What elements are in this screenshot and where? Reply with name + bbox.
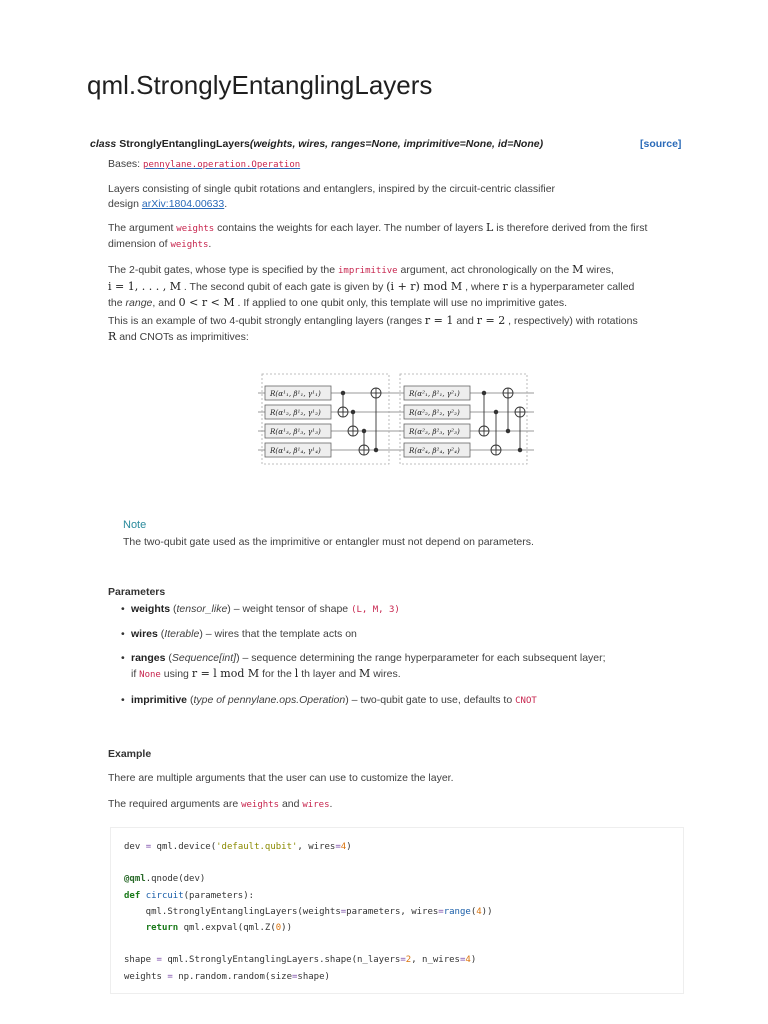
- description-paragraph: Layers consisting of single qubit rotations and entanglers, inspired by the circuit-centric classifier design arXiv:1804.00633.: [108, 183, 556, 210]
- rotation-gate-label: R(α¹₁, β¹₁, γ¹₁): [270, 389, 321, 398]
- bases-link[interactable]: pennylane.operation.Operation: [143, 160, 301, 170]
- note-title: Note: [123, 519, 147, 531]
- rotation-gate-label: R(α²₁, β²₁, γ²₁): [409, 389, 460, 398]
- bases-line: Bases: pennylane.operation.Operation: [108, 158, 301, 170]
- rotation-gate-label: R(α²₃, β²₃, γ²₃): [409, 427, 460, 436]
- rotation-gate-label: R(α¹₄, β¹₄, γ¹₄): [270, 446, 321, 455]
- example-heading: Example: [108, 748, 152, 760]
- circuit-diagram: [258, 369, 534, 469]
- weights-paragraph: The argument weights contains the weights for each layer. The number of layers L is therefore derived from the first dimension of weights.: [108, 221, 648, 250]
- param-wires: • wires (Iterable) – wires that the template acts on: [131, 627, 691, 642]
- param-weights: • weights (tensor_like) – weight tensor of shape (L, M, 3): [131, 602, 691, 618]
- code-example: dev = qml.device('default.qubit', wires=4) @qml.qnode(dev) def circuit(parameters): qml.StronglyEntanglingLayers(weights=parameters, wires=range(4)) return qml.expval(qml.Z(0)) shape = qml.StronglyEntanglingLayers.shape(n_layers=2, n_wires=4) weights = np.random.random(size=shape): [110, 827, 684, 994]
- parameters-heading: Parameters: [108, 586, 166, 598]
- rotation-gate-label: R(α¹₃, β¹₃, γ¹₃): [270, 427, 321, 436]
- example-intro: There are multiple arguments that the user can use to customize the layer.: [108, 772, 454, 784]
- arxiv-link[interactable]: arXiv:1804.00633: [141, 198, 225, 210]
- param-ranges: • ranges (Sequence[int]) – sequence determining the range hyperparameter for each subsequent layer; if None using r = l mod M for the l th layer and M wires.: [131, 651, 691, 683]
- example-required-args: The required arguments are weights and wires.: [108, 798, 333, 810]
- example-paragraph: This is an example of two 4-qubit strongly entangling layers (ranges r = 1 and r = 2 , respectively) with rotations R and CNOTs as imprimitives:: [108, 314, 638, 343]
- class-signature: class StronglyEntanglingLayers(weights, wires, ranges=None, imprimitive=None, id=None): [90, 138, 544, 150]
- imprimitive-paragraph: The 2-qubit gates, whose type is specified by the imprimitive argument, act chronologically on the M wires, i = 1, . . . , M . The second qubit of each gate is given by (i + r) mod M , where r is a hyperparameter called the range, and 0 < r < M . If applied to one qubit only, this template will use no imprimitive gates.: [108, 263, 635, 309]
- note-body: The two-qubit gate used as the imprimitive or entangler must not depend on parameters.: [123, 536, 534, 548]
- source-link[interactable]: [source]: [640, 138, 682, 150]
- rotation-gate-label: R(α¹₂, β¹₂, γ¹₂): [270, 408, 321, 417]
- rotation-gate-label: R(α²₄, β²₄, γ²₄): [409, 446, 460, 455]
- page-title: qml.StronglyEntanglingLayers: [87, 70, 433, 100]
- param-imprimitive: • imprimitive (type of pennylane.ops.Operation) – two-qubit gate to use, defaults to CNOT: [131, 693, 691, 709]
- rotation-gate-label: R(α²₂, β²₂, γ²₂): [409, 408, 460, 417]
